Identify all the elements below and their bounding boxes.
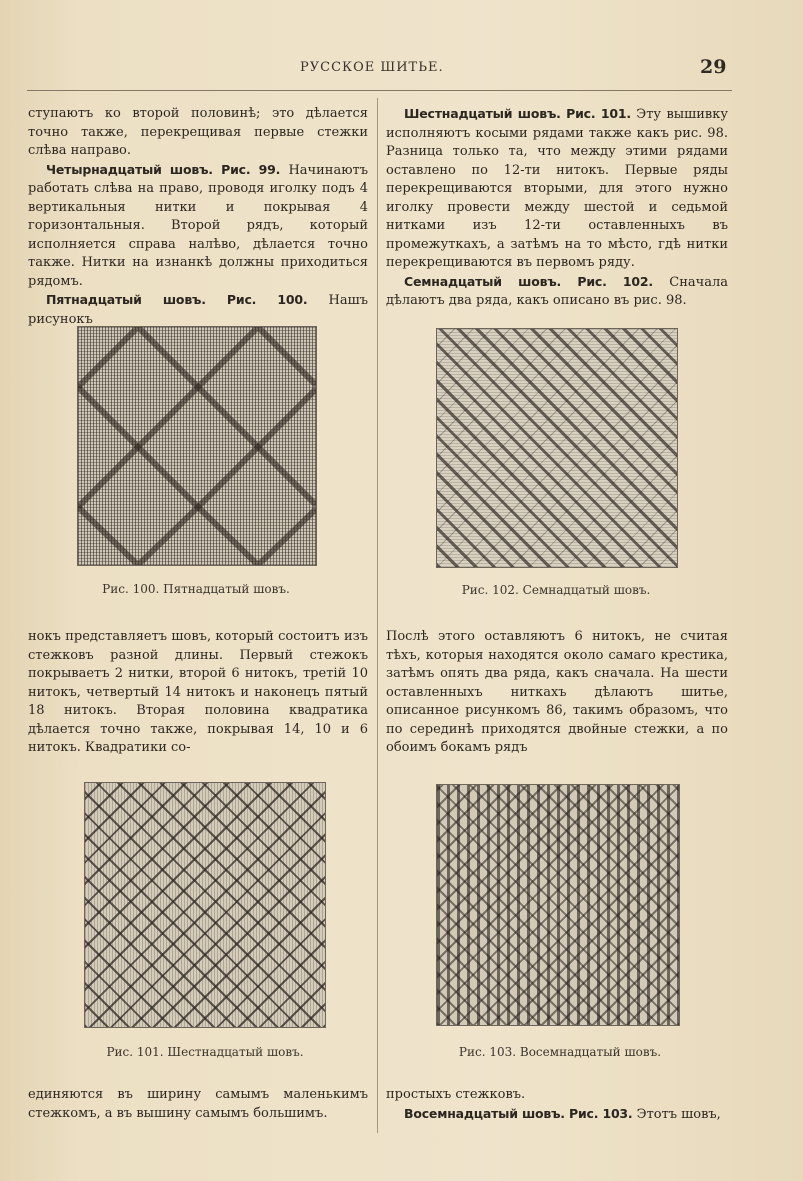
paragraph: нокъ представляетъ шовъ, который состоитъ изъ стежковъ разной длины. Первый стежокъ покрываетъ 2 нитки, второй 6 нитокъ, третій 10 нитокъ, четвертый 14 нитокъ и наконецъ пятый 18 нитокъ. Вторая половина квадратика дѣлается точно также, покрывая 14, 10 и 6 нитокъ. Квадратики со- xyxy=(28,629,368,755)
figure-102-caption: Рис. 102. Семнадцатый шовъ. xyxy=(461,583,651,597)
paragraph-stitch-16 xyxy=(386,105,728,273)
paragraph-text: Начинаютъ работать слѣва на право, проводя иголку подъ 4 вертикальныя нитки и покрывая 4 горизонтальныя. Второй рядъ, который исполняется справа налѣво, дѣлается точно также. Нитки на изнанкѣ должны приходиться рядомъ. xyxy=(28,162,368,289)
header-rule xyxy=(27,90,732,91)
figure-101-caption: Рис. 101. Шестнадцатый шовъ. xyxy=(106,1045,304,1059)
figure-100-image xyxy=(77,326,317,566)
paragraph: ступаютъ ко второй половинѣ; это дѣлается точно также, перекрещивая первые стежки слѣва направо. xyxy=(28,106,368,158)
paragraph-text: Этотъ шовъ, xyxy=(632,1106,721,1122)
paragraph-stitch-15 xyxy=(28,291,368,329)
figure-102-image xyxy=(436,328,678,568)
page-number: 29 xyxy=(700,56,727,78)
section-heading: Семнадцатый шовъ. Рис. 102. xyxy=(404,273,653,289)
paragraph-stitch-17 xyxy=(386,273,728,311)
figure-101-image xyxy=(84,782,326,1028)
right-column-bottom-text xyxy=(386,1086,728,1124)
figure-103-caption: Рис. 103. Восемнадцатый шовъ. xyxy=(458,1045,662,1059)
right-column-top-text xyxy=(386,105,728,311)
paragraph-text: Нашъ рисунокъ xyxy=(28,293,369,327)
left-column-middle-text xyxy=(28,628,368,758)
section-heading: Шестнадцатый шовъ. Рис. 101. xyxy=(404,106,631,121)
section-heading: Восемнадцатый шовъ. Рис. 103. xyxy=(404,1105,633,1121)
figure-100-caption: Рис. 100. Пятнадцатый шовъ. xyxy=(102,582,290,596)
figure-103-image xyxy=(436,784,680,1026)
paragraph: простыхъ стежковъ. xyxy=(386,1087,526,1102)
paragraph-text: Эту вышивку исполняютъ косыми рядами также какъ рис. 98. Разница только та, что между этими рядами оставлено по 12-ти нитокъ. Первые ряды перекрещиваются вторыми, для этого нужно иголку провести между шестой и седьмой нитками изъ 12-ти оставленныхъ въ промежуткахъ, а затѣмъ на то мѣсто, гдѣ нитки перекрещиваются въ первомъ ряду. xyxy=(386,107,728,270)
column-divider xyxy=(377,98,378,1133)
left-column-top-text xyxy=(28,105,368,329)
paragraph: Послѣ этого оставляютъ 6 нитокъ, не считая тѣхъ, которыя находятся около самаго крестика, затѣмъ опять два ряда, какъ сначала. На шести оставленныхъ ниткахъ дѣлаютъ шитье, описанное рисункомъ 86, такимъ образомъ, что по серединѣ приходятся двойные стежки, а по обоимъ бокамъ рядъ xyxy=(386,629,728,755)
right-column-middle-text xyxy=(386,628,728,758)
running-title: РУССКОЕ ШИТЬЕ. xyxy=(300,60,444,75)
paragraph: единяются въ ширину самымъ маленькимъ стежкомъ, а въ вышину самымъ большимъ. xyxy=(28,1087,368,1121)
left-column-bottom-text xyxy=(28,1086,368,1123)
section-heading: Четырнадцатый шовъ. Рис. 99. xyxy=(46,161,281,177)
paragraph-stitch-14 xyxy=(28,161,368,292)
diamond-pattern-overlay xyxy=(78,327,316,565)
paragraph-stitch-18 xyxy=(386,1105,728,1125)
section-heading: Пятнадцатый шовъ. Рис. 100. xyxy=(46,292,308,307)
paragraph-text: Сначала дѣлаютъ два ряда, какъ описано въ рис. 98. xyxy=(386,274,728,308)
